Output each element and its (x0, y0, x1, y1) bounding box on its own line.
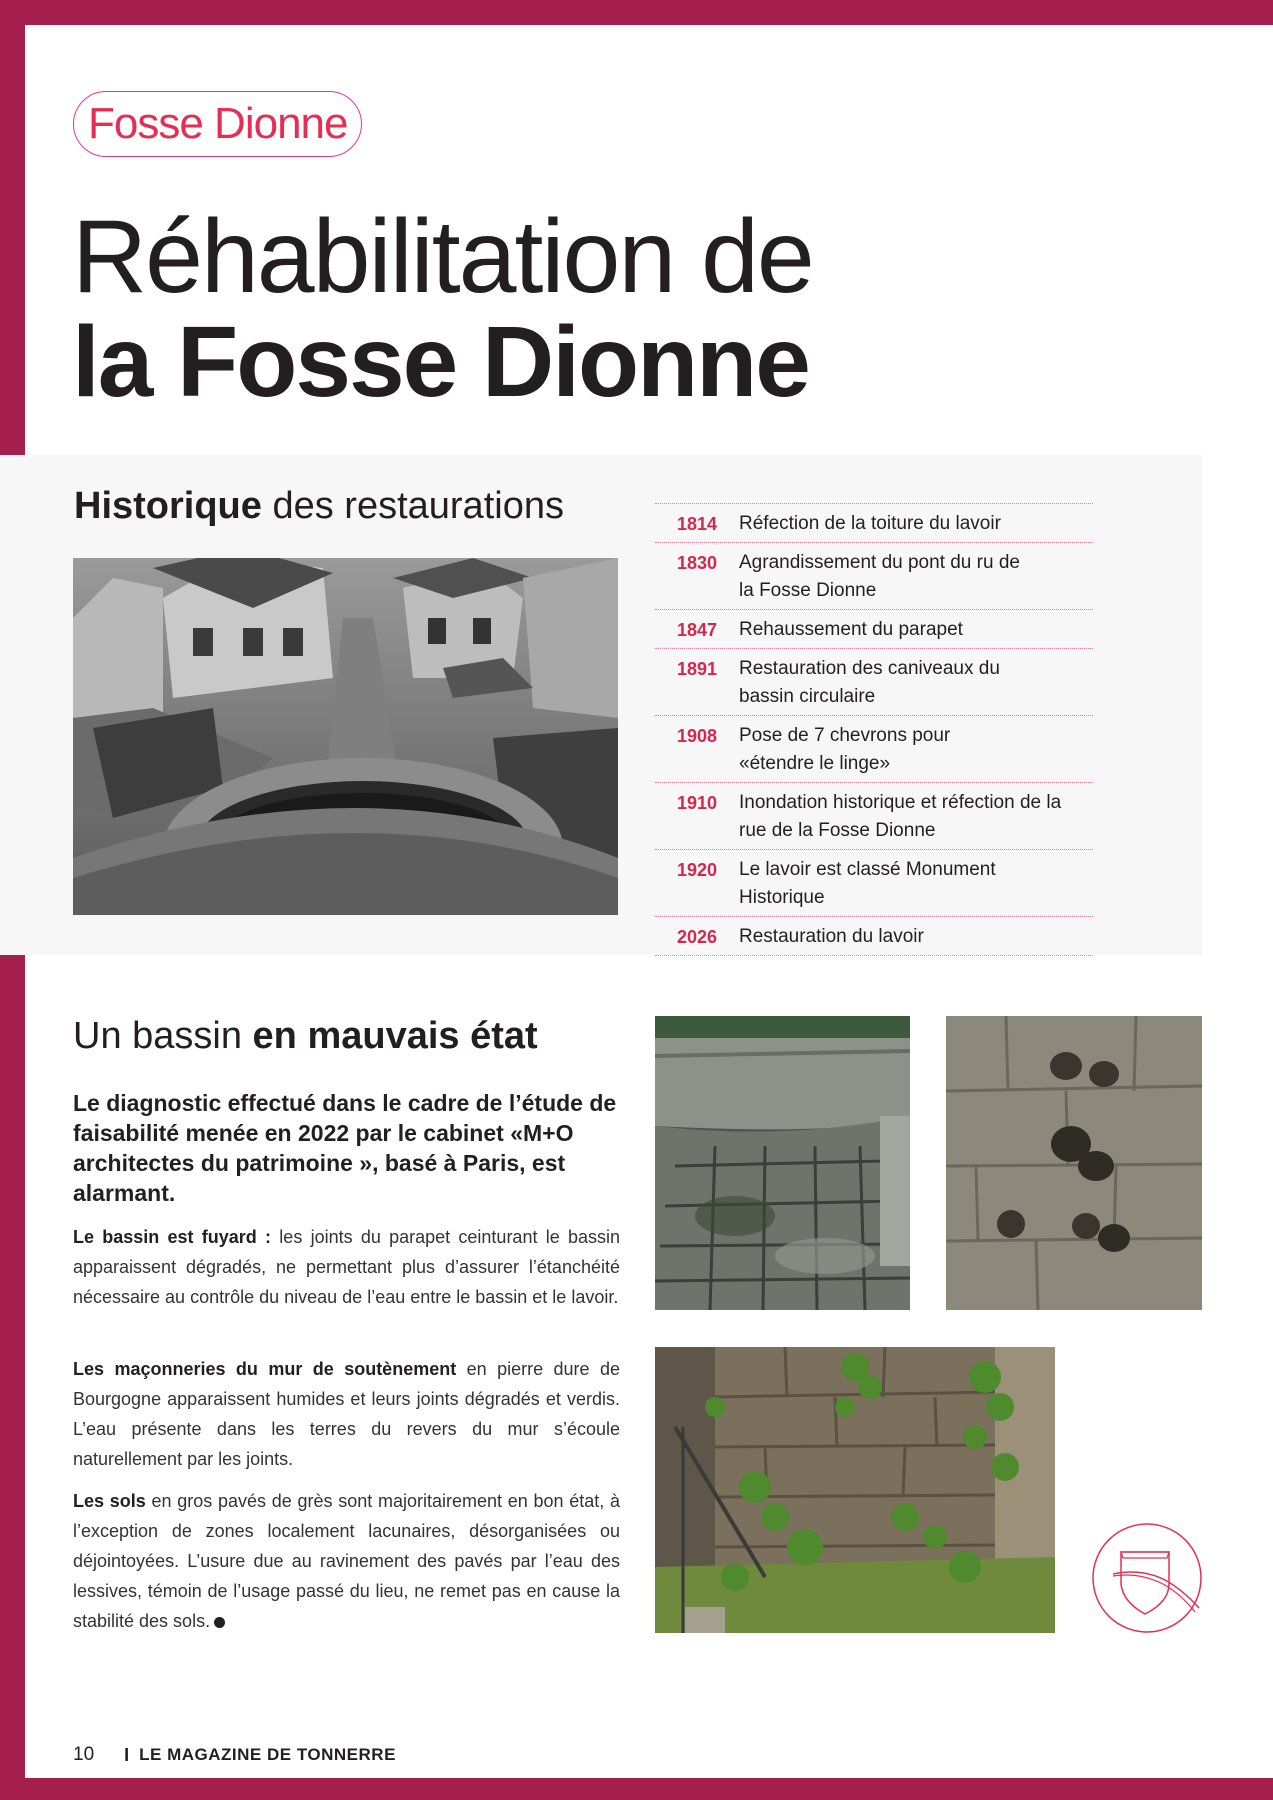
timeline-text: Agrandissement du pont du ru de la Fosse Dionne (739, 552, 1020, 601)
footer-separator: I (124, 1744, 130, 1765)
paragraph-masonry-bold: Les maçonneries du mur de soutènement (73, 1359, 457, 1379)
paragraph-floors-text: en gros pavés de grès sont majoritairement en bon état, à l’exception de zones localement lacunaires, désorganisées ou déjointoyées. L’usure due au ravinement des pavés par l’eau des lessives, témoin de l’usage passé du lieu, ne remet pas en cause la stabilité des sols. (73, 1491, 620, 1631)
timeline-year: 1830 (676, 553, 717, 573)
timeline-year: 1908 (676, 726, 717, 746)
timeline-row (655, 715, 1093, 782)
restoration-timeline (655, 503, 1093, 956)
photo-wall-holes (946, 1016, 1202, 1310)
section-heading-light: Un bassin (73, 1015, 253, 1057)
heritage-emblem-icon (1091, 1522, 1203, 1634)
timeline-row (655, 648, 1093, 715)
paragraph-floors-bold: Les sols (73, 1491, 146, 1511)
timeline-text: Le lavoir est classé Monument Historique (739, 859, 996, 908)
photo-moss-wall-illustration (655, 1347, 1055, 1633)
section-heading-bold: en mauvais état (252, 1015, 538, 1057)
historic-photo-illustration (73, 558, 618, 915)
paragraph-masonry (73, 1354, 620, 1474)
timeline-year: 1920 (676, 860, 717, 880)
timeline-row (655, 542, 1093, 609)
timeline-year: 2026 (676, 927, 717, 947)
page-title-line1: Réhabilitation de (72, 199, 813, 315)
paragraph-masonry-text: en pierre dure de Bourgogne apparaissent humides et leurs joints dégradés et verdis. L’eau présente dans les terres du revers du mur s’écoule naturellement par les joints. (73, 1359, 621, 1469)
historic-photo-lavoir (73, 558, 618, 915)
photo-worn-steps (655, 1016, 910, 1310)
timeline-text: Restauration du lavoir (739, 926, 924, 947)
magazine-name: LE MAGAZINE DE TONNERRE (139, 1745, 396, 1764)
timeline-row (655, 609, 1093, 648)
timeline-row (655, 916, 1093, 956)
paragraph-basin-bold: Le bassin est fuyard : (73, 1227, 272, 1247)
paragraph-basin-text: les joints du parapet ceinturant le bassin apparaissent dégradés, ne permettant plus d’assurer l’étanchéité nécessaire au contrôle du niveau de l’eau entre le bassin et le lavoir. (73, 1227, 620, 1307)
timeline-year: 1891 (676, 659, 717, 679)
paragraph-basin (73, 1222, 620, 1312)
timeline-year: 1847 (676, 620, 717, 640)
page-title-line2: la Fosse Dionne (72, 306, 809, 418)
photo-moss-wall (655, 1347, 1055, 1633)
frame-bottom-band (0, 1778, 1273, 1800)
page-number: 10 (73, 1744, 95, 1765)
photo-worn-steps-illustration (655, 1016, 910, 1310)
history-heading-rest: des restaurations (261, 485, 564, 527)
timeline-text: Restauration des caniveaux du bassin circulaire (739, 658, 1000, 707)
timeline-row (655, 849, 1093, 916)
section-tag: Fosse Dionne (73, 91, 362, 157)
section-heading (73, 1016, 538, 1058)
timeline-year: 1910 (676, 793, 717, 813)
timeline-row (655, 782, 1093, 849)
history-heading-bold: Historique (74, 485, 262, 527)
timeline-text: Pose de 7 chevrons pour «étendre le linge» (739, 725, 951, 774)
paragraph-floors (73, 1486, 620, 1636)
timeline-text: Réfection de la toiture du lavoir (739, 513, 1001, 534)
lead-paragraph: Le diagnostic effectué dans le cadre de l’étude de faisabilité menée en 2022 par le cabinet «M+O architectes du patrimoine », basé à Paris, est alarmant. (73, 1090, 617, 1206)
page-footer (73, 1744, 396, 1766)
photo-wall-holes-illustration (946, 1016, 1202, 1310)
history-heading (74, 486, 564, 528)
end-mark-icon (214, 1617, 225, 1628)
timeline-text: Inondation historique et réfection de la rue de la Fosse Dionne (739, 792, 1062, 841)
frame-top-band (0, 0, 1273, 25)
timeline-year: 1814 (676, 514, 717, 534)
timeline-text: Rehaussement du parapet (739, 619, 963, 640)
timeline-row (655, 503, 1093, 542)
